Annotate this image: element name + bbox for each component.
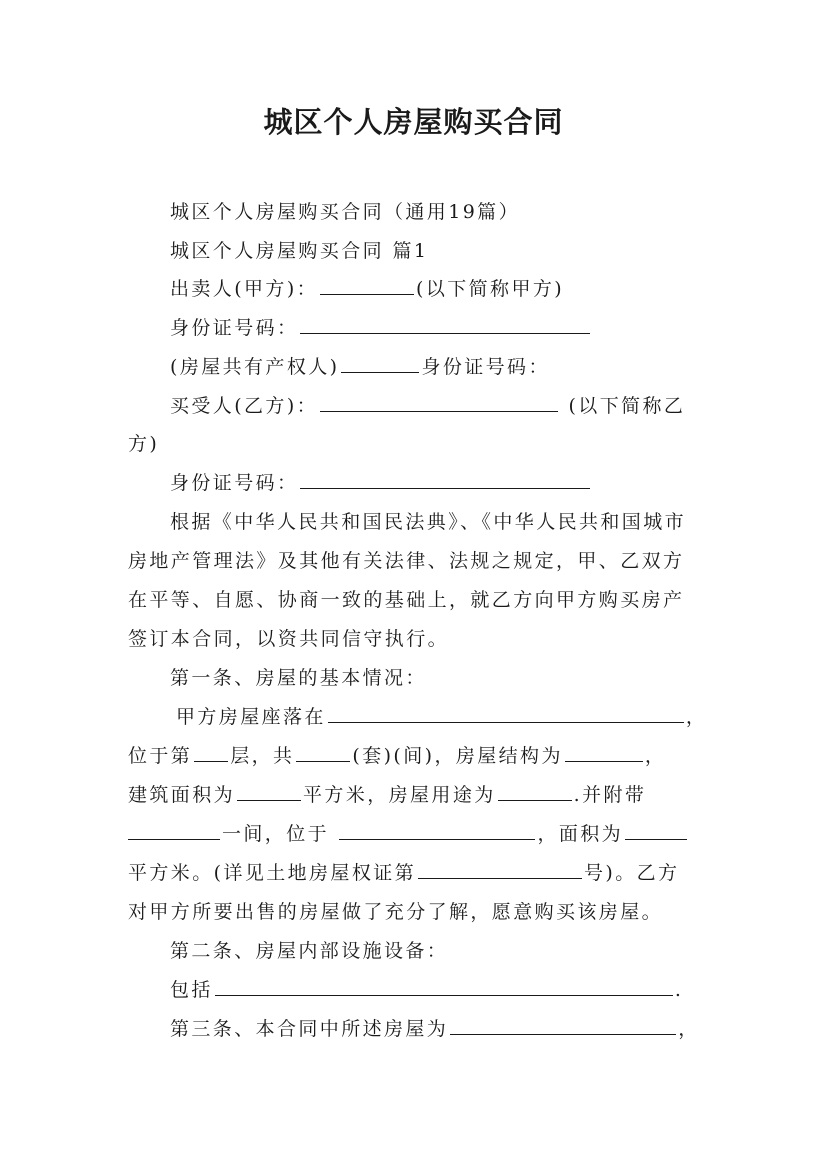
- location-blank[interactable]: [328, 704, 684, 723]
- property-type-blank[interactable]: [450, 1016, 676, 1035]
- preamble-line-3: 在平等、自愿、协商一致的基础上，就乙方向甲方购买房产: [128, 589, 685, 611]
- buyer-name-blank[interactable]: [320, 393, 558, 412]
- seller-line: [170, 274, 718, 304]
- article-3-label: 第三条、本合同中所述房屋为: [170, 1018, 449, 1040]
- attached-label: .并附带: [573, 784, 647, 806]
- document-title: 城区个人房屋购买合同: [263, 105, 564, 139]
- article-1-line-4: [128, 819, 718, 849]
- attached-area-blank[interactable]: [625, 821, 687, 840]
- co-owner-blank[interactable]: [341, 354, 419, 373]
- total-label: 层，共: [230, 745, 295, 767]
- article-2-line-1: [170, 975, 718, 1005]
- seller-id-blank[interactable]: [300, 315, 590, 334]
- buyer-suffix-cont: 方): [128, 433, 160, 455]
- id-label: 身份证号码：: [170, 472, 299, 494]
- article-1-line-1: [176, 702, 718, 732]
- certificate-suffix: 号)。乙方: [584, 862, 680, 884]
- buyer-line: [170, 391, 718, 421]
- article-1-line-2: [128, 741, 718, 771]
- floor-label: 位于第: [128, 745, 193, 767]
- units-blank[interactable]: [296, 743, 350, 762]
- usage-label: 平方米，房屋用途为: [303, 784, 496, 806]
- facilities-blank[interactable]: [215, 977, 673, 996]
- attached-blank[interactable]: [128, 821, 220, 840]
- section-heading: 城区个人房屋购买合同 篇1: [170, 240, 429, 262]
- article-3-line-1: [170, 1014, 718, 1044]
- punctuation: .: [674, 979, 684, 1001]
- id-label: 身份证号码：: [170, 317, 299, 339]
- article-1-heading: 第一条、房屋的基本情况：: [170, 667, 427, 689]
- area-label: 建筑面积为: [128, 784, 236, 806]
- buyer-id-line: [170, 468, 718, 498]
- location-label: 甲方房屋座落在: [176, 706, 326, 728]
- includes-label: 包括: [170, 979, 213, 1001]
- punctuation: ，: [685, 706, 708, 728]
- area-blank[interactable]: [237, 782, 301, 801]
- usage-blank[interactable]: [498, 782, 572, 801]
- punctuation: ，: [644, 745, 667, 767]
- preamble-line-1: 根据《中华人民共和国民法典》、《中华人民共和国城市: [170, 511, 687, 533]
- preamble-line-2: 房地产管理法》及其他有关法律、法规之规定，甲、乙双方: [128, 550, 685, 572]
- seller-label: 出卖人(甲方)：: [170, 278, 319, 300]
- article-1-line-6: 对甲方所要出售的房屋做了充分了解，愿意购买该房屋。: [128, 901, 664, 923]
- certificate-blank[interactable]: [418, 860, 582, 879]
- buyer-id-blank[interactable]: [300, 470, 590, 489]
- document-subtitle: 城区个人房屋购买合同（通用19篇）: [170, 201, 520, 223]
- punctuation: ，: [678, 1018, 700, 1040]
- attached-area-label: ，面积为: [537, 823, 624, 845]
- preamble-line-4: 签订本合同，以资共同信守执行。: [128, 628, 450, 650]
- article-1-line-3: [128, 780, 718, 810]
- co-owner-label: (房屋共有产权人): [170, 356, 340, 378]
- structure-label: (套)(间)，房屋结构为: [352, 745, 563, 767]
- article-1-line-5: [128, 858, 718, 888]
- co-owner-id-label: 身份证号码：: [421, 356, 550, 378]
- attached-location-label: 一间，位于: [222, 823, 330, 845]
- floor-blank[interactable]: [194, 743, 228, 762]
- seller-suffix: (以下简称甲方): [416, 278, 565, 300]
- structure-blank[interactable]: [565, 743, 643, 762]
- seller-name-blank[interactable]: [320, 276, 414, 295]
- seller-id-line: [170, 313, 718, 343]
- co-owner-line: [170, 352, 718, 382]
- buyer-label: 买受人(乙方)：: [170, 395, 319, 417]
- certificate-label: 平方米。(详见土地房屋权证第: [128, 862, 417, 884]
- article-2-heading: 第二条、房屋内部设施设备：: [170, 940, 449, 962]
- buyer-suffix: (以下简称乙: [568, 395, 686, 417]
- attached-location-blank[interactable]: [339, 821, 535, 840]
